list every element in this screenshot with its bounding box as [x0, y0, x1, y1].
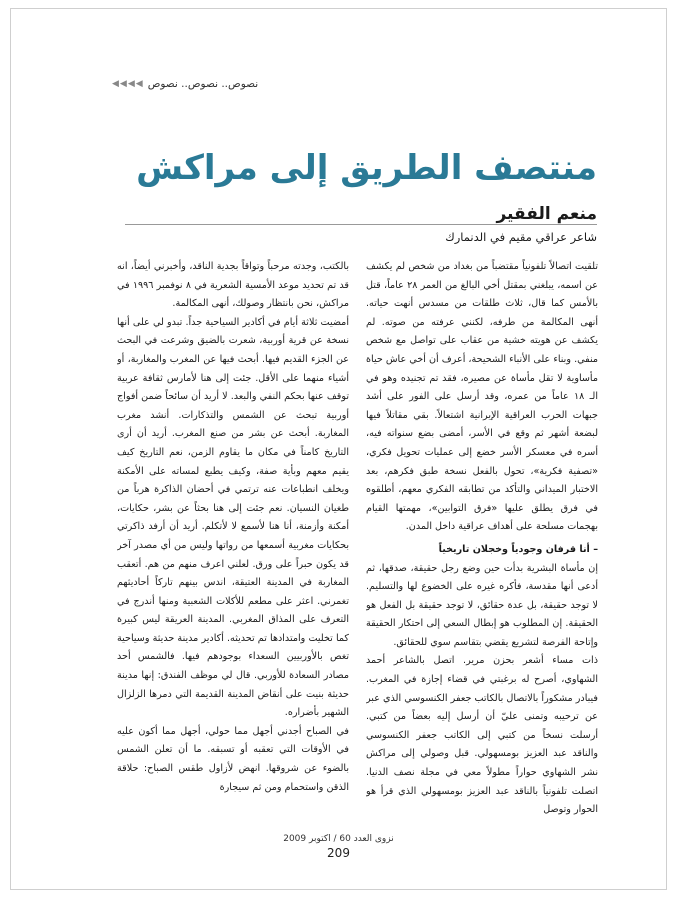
- section-tag-label: نصوص.. نصوص.. نصوص: [147, 78, 259, 90]
- paragraph: إن مأساة البشرية بدأت حين وضع رجل حقيقة، صدقها، ثم أدعى أنها مقدسة، فأكره غيره على الخضوع لها والتسليم. لا توجد حقيقة، بل عدة حقائق، لا توجد حقيقة بل الفعل هو الحقيقة. إن المطلوب هو إبطال السعي إلى احتكار الحقيقة وإتاحة الفرصة لتشريع يقضي بتقاسم سوي للحقائق.: [366, 562, 598, 648]
- arrow-icons: ◀◀◀◀: [112, 79, 144, 89]
- paragraph: ذات مساء أشعر بحزن مرير. اتصل بالشاعر أحمد الشهاوي، أصرح له برغبتي في قضاء إجازة في المغرب. فيبادر مشكوراً بالاتصال بالكاتب جعفر الكنسوسي الذي عبر عن ترحيبه وتمنى عليّ أن أرسل إليه بعضاً من كتبي. أرسلت نسخاً من كتبي إلى الكاتب جعفر الكنسوسي والناقد عبد العزيز بومسهولي. قبل وصولي إلى مراكش نشر الشهاوي حواراً مطولاً معي في مجلة نصف الدنيا. اتصلت تلفونياً بالناقد عبد العزيز بومسهولي الذي قرأ هو الحوار وتوصل: [366, 655, 598, 816]
- author-description: شاعر عراقي مقيم في الدنمارك: [445, 230, 597, 244]
- section-tag: [112, 78, 258, 90]
- author-name: منعم الفقير: [496, 204, 597, 224]
- author-divider: [125, 224, 597, 225]
- paragraph: بالكتب، وجدته مرحباً وتواقاً بجدية الناقد، وأخبرني أيضاً، انه قد تم تحديد موعد الأمسية الشعرية في ٨ نوفمبر ١٩٩٦ في مراكش، نحن بانتظار وصولك، أنهى المكالمة.: [117, 261, 349, 310]
- issue-footer: نزوى العدد 60 / اكتوبر 2009: [283, 834, 394, 844]
- column-right: [366, 258, 598, 838]
- paragraph: في الصباح أجدني أجهل مما حولي، أجهل مما أكون عليه في الأوقات التي تعقبه أو تسبقه. ما أن تعلن الشمس بالضوء عن شروقها. انهض لأزاول طقس الصباح: حلاقة الذقن واستحمام ومن ثم سيجارة: [117, 725, 349, 793]
- subheading: – أنا قرفان وجودياً وخجلان تاريخياً: [438, 543, 598, 555]
- paragraph: تلقيت اتصالاً تلفونياً مقتضباً من بغداد من شخص لم يكشف عن اسمه، يبلغني بمقتل أخي البالغ من العمر ٢٨ عاماً، قتل بالأمس كما قال، ثلاث طلقات من مسدس أنهت حياته. أنهى المكالمة من طرفه، لكنني عرفته من صوته. لم يكشف عن هويته خشية من عقاب على تواصل مع شخص منفي. وبناء على الأنباء الشحيحة، أعرف أن أخي عاش حياة مأساوية لا تقل مأساة عن مصيره، فقد تم تجنيده وهو في الـ ١٨ عاماً من عمره، وقد أرسل على الفور على أشد جبهات الحرب العراقية الإيرانية اشتعالاً. بقي مقاتلاً فيها لبضعة أشهر ثم وقع في الأسر، أمضى بضع سنواته فيه، أسره في معسكر الأسر خضع إلى عمليات تحويل فكري، «تصفية فكرية»، تحول بالفعل نسخة طبق فكرهم، بعد الاختبار الميداني والتأكد من تطابقه الفكري معهم، أطلقوه في فرق يطلق عليها «فرق التوابين»، مهمتها القيام بهجمات مسلحة على أهداف عراقية داخل المدن.: [366, 261, 598, 533]
- paragraph: أمضيت ثلاثة أيام في أكادير السياحية جداً. تبدو لي على أنها نسخة عن قرية أوربية، شعرت بالضيق وشرعت في البحث عن الجزء القديم فيها. أبحث فيها عن المغرب والمغاربة، أو أشياء منهما على الأقل. جئت إلى هنا لأمارس ثقافة عربية توقف عنها بحكم النفي والبعد. لا أريد أن سائحاً ضمن أفواج أوربية تبحث عن الشمس والتذكارات. أنشد مغرب المغاربة. أبحث عن بشر من صنع المغرب. أريد أن أرى التاريخ كامناً في مكان ما يقاوم الزمن، نعم التاريخ كيف يقيم معهم وبأية صفة، وكيف يطبع لمساته على الأمكنة ويخلف انطباعات عنه ترتمي في أحضان الذاكرة هرباً من طغيان النسيان. نعم جئت إلى هنا بحثاً عن بشر، حكايات، أمكنة وأزمنة، أنا هنا لأسمع لا لأتكلم. أريد أن أرفد ذاكرتي بحكايات مغربية أسمعها من رواتها وليس من أي مصدر آخر قد يكون حبراً على ورق. لعلني اعرف منهم من هم. أتعقب المغاربة في المدينة العتيقة، اندس بينهم تاركاً أحاديثهم تغمرني. اعثر على مطعم للأكلات الشعبية ومنها أندرج في التعرف على المذاق المغربي. المدينة العريقة ليس كبيرة كما تخليت وامتدادها تم تحديثه. أكادير مدينة حديثة وسياحية تغص بالأوربيين السعداء بوجودهم فيها. فالشمس أحد مصادر السعادة للأوربي. قال لي موظف الفندق: إنها مدينة حديثة بنيت على أنقاض المدينة القديمة التي دمرها الزلزال الشهير بأضراره.: [117, 316, 349, 719]
- column-left: [117, 258, 349, 838]
- page-number: 209: [327, 846, 350, 860]
- article-title: منتصف الطريق إلى مراكش: [136, 148, 597, 188]
